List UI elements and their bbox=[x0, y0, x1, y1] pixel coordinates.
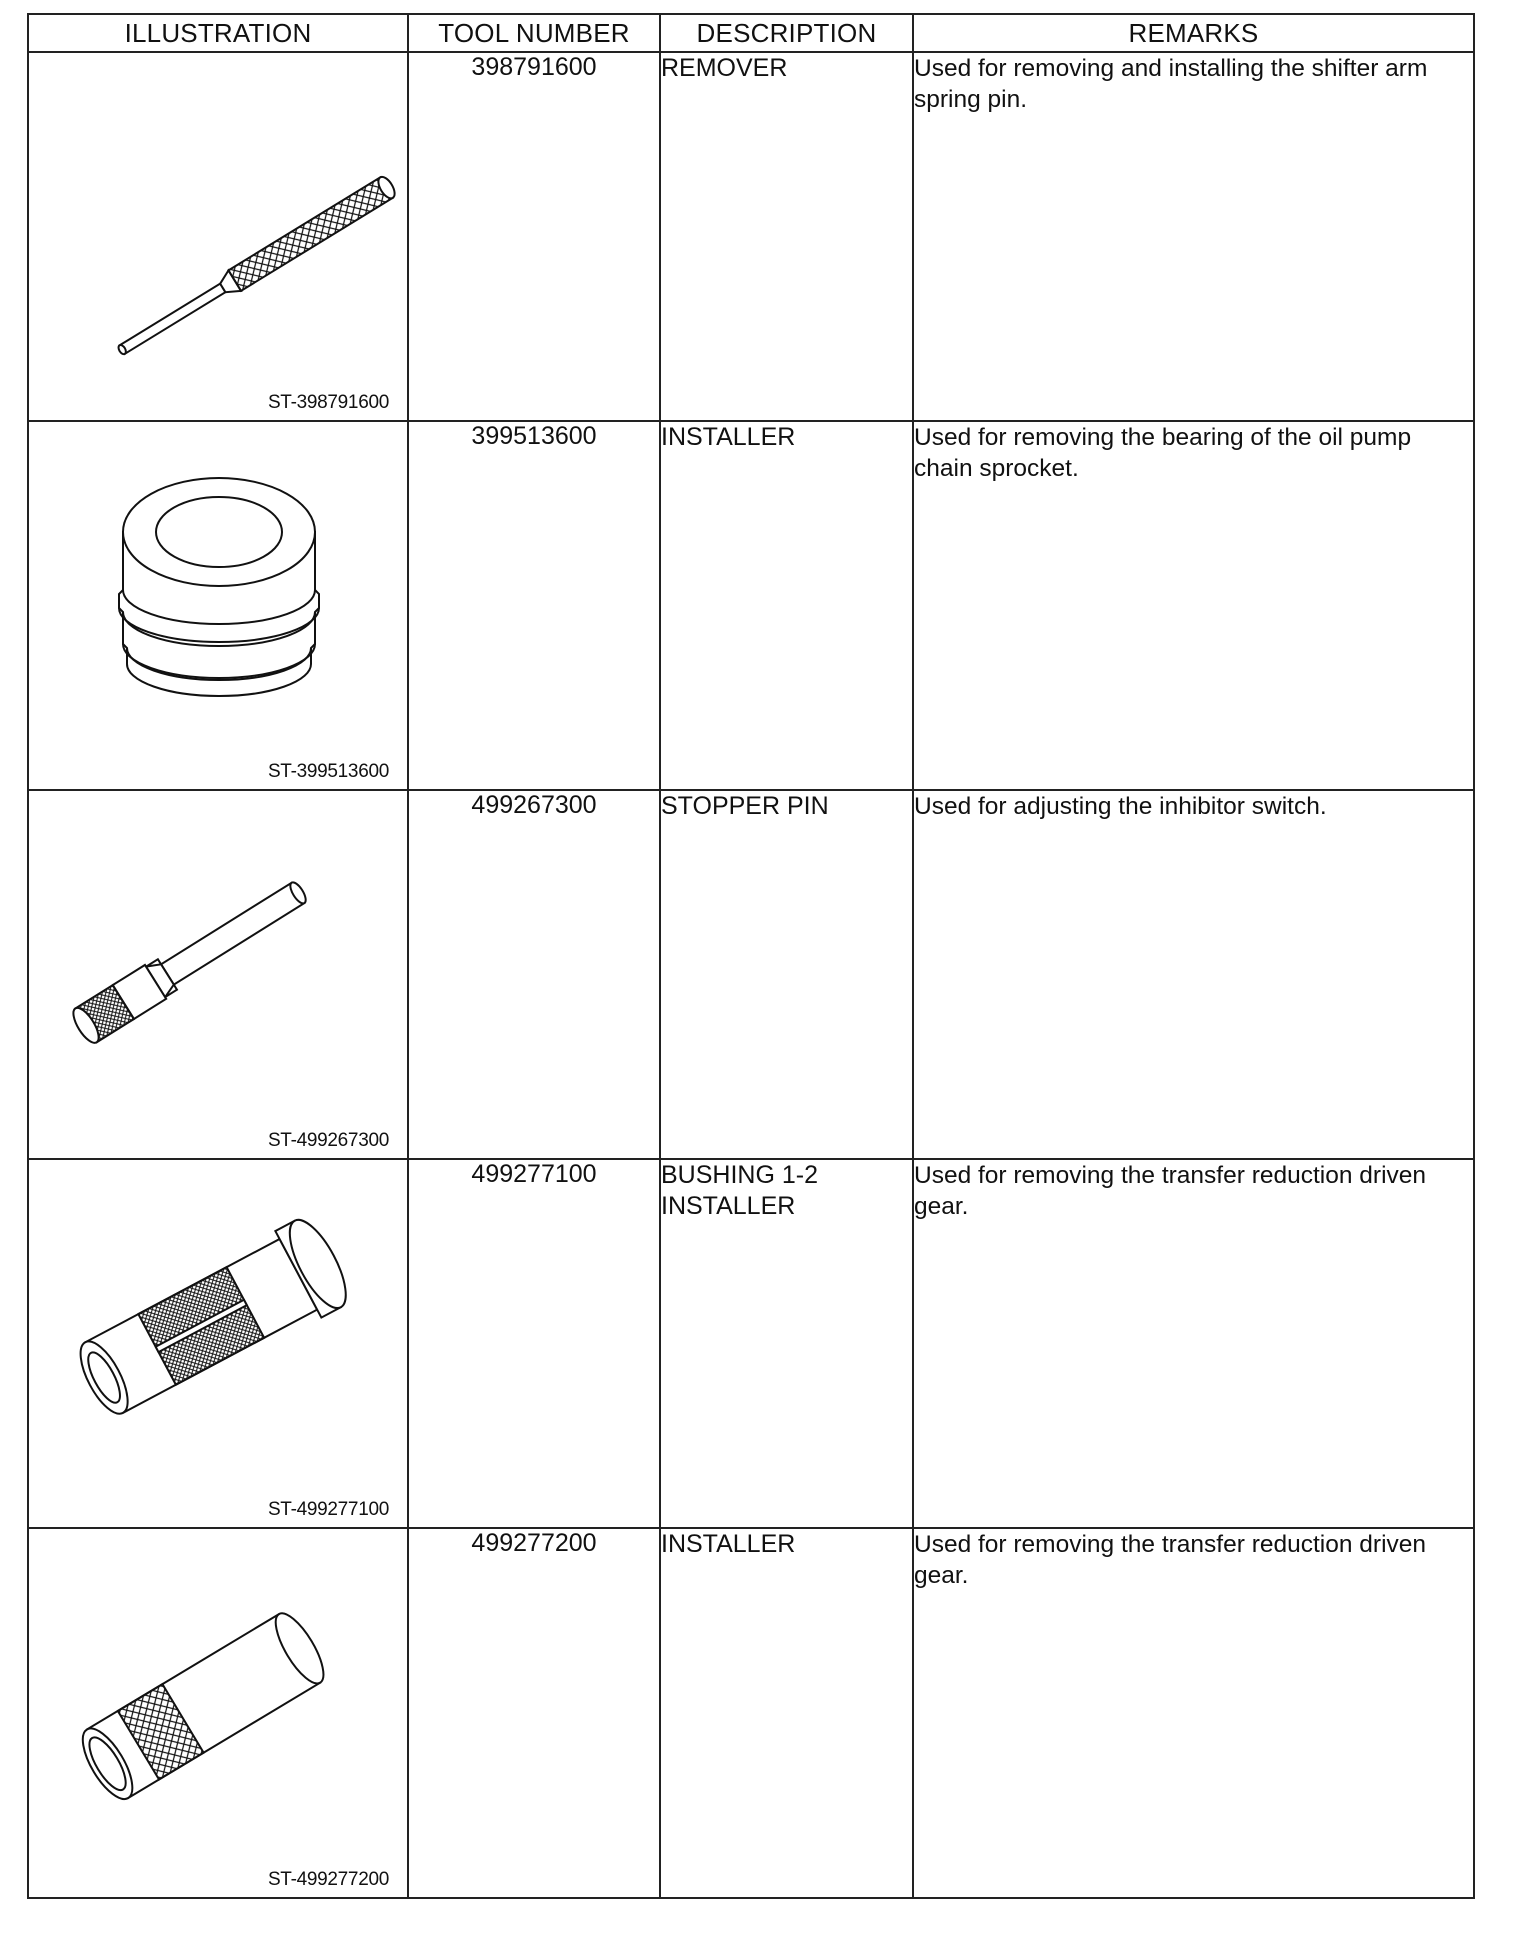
header-remarks: REMARKS bbox=[913, 14, 1474, 52]
tool-remarks: Used for removing the transfer reduction driven gear. bbox=[913, 1159, 1474, 1528]
tool-number: 398791600 bbox=[408, 52, 660, 421]
illustration-code: ST-499267300 bbox=[267, 1130, 389, 1151]
header-row bbox=[28, 14, 1474, 52]
tool-description: INSTALLER bbox=[660, 421, 913, 790]
header-description: DESCRIPTION bbox=[660, 14, 913, 52]
tool-number: 499277100 bbox=[408, 1159, 660, 1528]
illustration-cell bbox=[28, 52, 408, 421]
illustration-code: ST-398791600 bbox=[267, 392, 389, 413]
illustration-cell bbox=[28, 1528, 408, 1898]
illustration-code: ST-399513600 bbox=[267, 761, 389, 782]
table-row bbox=[28, 421, 1474, 790]
header-illustration: ILLUSTRATION bbox=[28, 14, 408, 52]
tool-remarks: Used for removing the transfer reduction driven gear. bbox=[913, 1528, 1474, 1898]
tube-installer-icon bbox=[29, 1529, 407, 1869]
illustration-code: ST-499277200 bbox=[267, 1869, 389, 1890]
illustration-cell bbox=[28, 1159, 408, 1528]
stopper-pin-icon bbox=[29, 791, 407, 1131]
tool-remarks: Used for removing the bearing of the oil pump chain sprocket. bbox=[913, 421, 1474, 790]
installer-cylinder-icon bbox=[29, 422, 407, 762]
tool-number: 399513600 bbox=[408, 421, 660, 790]
table-row bbox=[28, 790, 1474, 1159]
pin-remover-icon bbox=[29, 53, 407, 393]
table-row bbox=[28, 52, 1474, 421]
tool-remarks: Used for adjusting the inhibitor switch. bbox=[913, 790, 1474, 1159]
tool-number: 499267300 bbox=[408, 790, 660, 1159]
tool-number: 499277200 bbox=[408, 1528, 660, 1898]
header-tool-number: TOOL NUMBER bbox=[408, 14, 660, 52]
tool-description: INSTALLER bbox=[660, 1528, 913, 1898]
tool-remarks: Used for removing and installing the shifter arm spring pin. bbox=[913, 52, 1474, 421]
illustration-code: ST-499277100 bbox=[267, 1499, 389, 1520]
tool-description: STOPPER PIN bbox=[660, 790, 913, 1159]
bushing-installer-icon bbox=[29, 1160, 407, 1500]
tool-description: BUSHING 1-2 INSTALLER bbox=[660, 1159, 913, 1528]
table-row bbox=[28, 1528, 1474, 1898]
illustration-cell bbox=[28, 790, 408, 1159]
tool-description: REMOVER bbox=[660, 52, 913, 421]
illustration-cell bbox=[28, 421, 408, 790]
table-row bbox=[28, 1159, 1474, 1528]
special-tools-table bbox=[27, 13, 1475, 1899]
